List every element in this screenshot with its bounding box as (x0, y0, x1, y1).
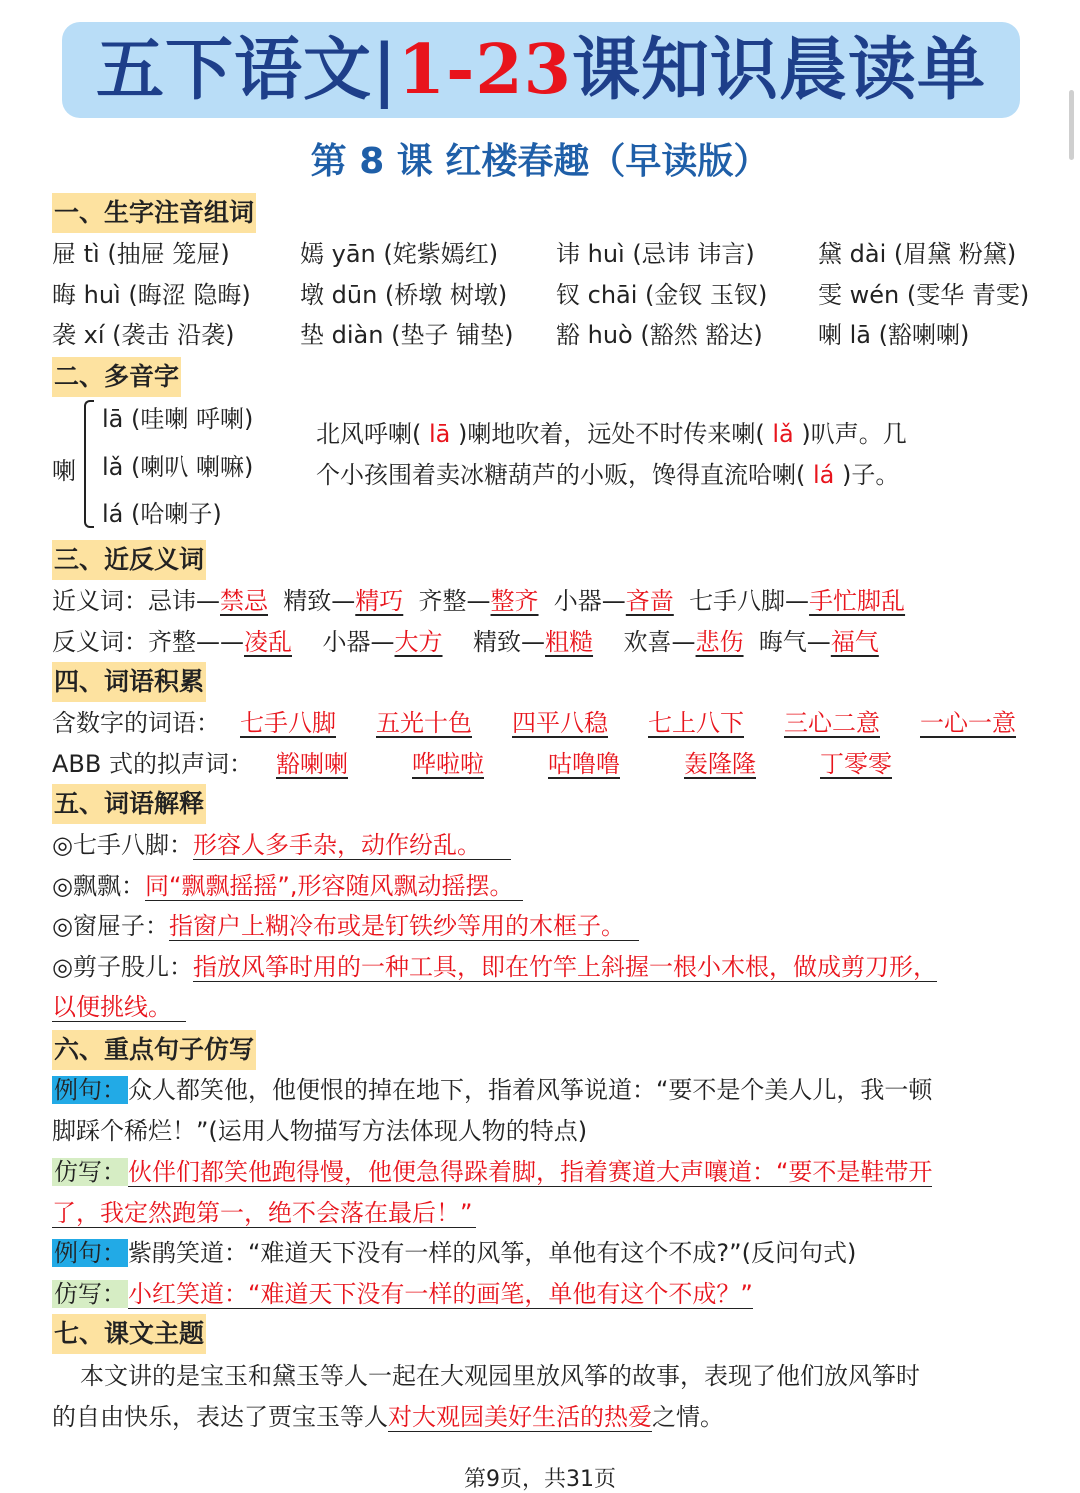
theme-text-continued: 的自由快乐，表达了贾宝玉等人对大观园美好生活的热爱之情。 (52, 1403, 724, 1431)
title-separator: | (372, 30, 398, 110)
example-tag: 例句： (54, 1239, 126, 1267)
explain-item-continued: 以便挑线。 (52, 990, 186, 1024)
char-item: 墩 dūn (桥墩 树墩) (300, 281, 508, 309)
word-item: 七上八下 (648, 709, 744, 737)
imitation-sentence-1-continued: 了，我定然跑第一，绝不会落在最后！” (52, 1196, 476, 1230)
word-item: 丁零零 (820, 750, 892, 778)
char-item: 垫 diàn (垫子 铺垫) (300, 321, 514, 349)
imitation-sentence-1: 仿写：伙伴们都笑他跑得慢，他便急得跺着脚，指着赛道大声嚷道：“要不是鞋带开 (54, 1158, 933, 1186)
poly-sentence-1: 北风呼喇( lā )喇地吹着，远处不时传来喇( lǎ )叭声。几 (316, 420, 907, 448)
char-item: 喇 lā (豁喇喇) (818, 321, 970, 349)
word-item: 五光十色 (376, 709, 472, 737)
poly-reading: lā (哇喇 呼喇) (102, 405, 254, 433)
title-part-2: 1-23 (397, 30, 572, 110)
explain-item: ◎窗屉子：指窗户上糊冷布或是钉铁纱等用的木框子。 (52, 909, 639, 943)
poly-char: 喇 (52, 457, 76, 485)
word-item: 轰隆隆 (684, 750, 756, 778)
section-heading-7: 七、课文主题 (52, 1314, 206, 1354)
char-item: 黛 dài (眉黛 粉黛) (818, 240, 1017, 268)
page-number: 第9页，共31页 (464, 1467, 616, 1492)
theme-text: 本文讲的是宝玉和黛玉等人一起在大观园里放风筝的故事，表现了他们放风筝时 (80, 1362, 920, 1390)
explain-item: ◎飘飘：同“飘飘摇摇”,形容随风飘动摇摆。 (52, 869, 523, 903)
example-sentence-1: 例句：众人都笑他，他便恨的掉在地下，指着风筝说道：“要不是个美人儿，我一顿 (54, 1076, 933, 1104)
section-heading-1: 一、生字注音组词 (52, 193, 256, 233)
imitation-tag: 仿写： (54, 1280, 126, 1308)
imitation-sentence-2: 仿写：小红笑道：“难道天下没有一样的画笔，单他有这个不成？” (54, 1280, 753, 1308)
imitation-tag: 仿写： (54, 1158, 126, 1186)
char-item: 讳 huì (忌讳 讳言) (556, 240, 755, 268)
char-item: 豁 huò (豁然 豁达) (556, 321, 763, 349)
char-item: 钗 chāi (金钗 玉钗) (556, 281, 768, 309)
word-item: 三心二意 (784, 709, 880, 737)
explain-item: ◎七手八脚：形容人多手杂，动作纷乱。 (52, 828, 511, 862)
title-part-3: 课知识晨读单 (571, 30, 986, 110)
example-sentence-2: 例句：紫鹃笑道：“难道天下没有一样的风筝，单他有这个不成?”(反问句式) (54, 1239, 857, 1267)
example-tag: 例句： (54, 1076, 126, 1104)
word-item: 哗啦啦 (412, 750, 484, 778)
word-item: 一心一意 (920, 709, 1016, 737)
brace-icon (84, 400, 94, 528)
section-heading-6: 六、重点句子仿写 (52, 1030, 256, 1070)
char-item: 屉 tì (抽屉 笼屉) (52, 240, 230, 268)
explain-item: ◎剪子股儿：指放风筝时用的一种工具，即在竹竿上斜握一根小木根，做成剪刀形， (52, 953, 937, 981)
section-heading-3: 三、近反义词 (52, 540, 206, 580)
number-words-label: 含数字的词语： (52, 709, 220, 737)
poly-sentence-2: 个小孩围着卖冰糖葫芦的小贩，馋得直流哈喇( lá )子。 (316, 461, 900, 489)
section-heading-2: 二、多音字 (52, 357, 181, 397)
section-heading-5: 五、词语解释 (52, 784, 206, 824)
char-item: 嫣 yān (姹紫嫣红) (300, 240, 499, 268)
char-item: 雯 wén (雯华 青雯) (818, 281, 1030, 309)
abb-words-label: ABB 式的拟声词： (52, 750, 253, 778)
antonym-row: 反义词：齐整——凌乱 小器—大方 精致—粗糙 欢喜—悲伤 晦气—福气 (52, 628, 879, 656)
lesson-subtitle: 第 8 课 红楼春趣（早读版） (310, 141, 770, 182)
word-item: 豁喇喇 (276, 750, 348, 778)
synonym-row: 近义词：忌讳—禁忌 精致—精巧 齐整—整齐 小器—吝啬 七手八脚—手忙脚乱 (52, 587, 906, 615)
title-part-1: 五下语文 (96, 30, 373, 110)
word-item: 七手八脚 (240, 709, 336, 737)
example-sentence-1-continued: 脚踩个稀烂！”(运用人物描写方法体现人物的特点) (52, 1117, 588, 1145)
poly-reading: lá (哈喇子) (102, 500, 222, 528)
char-item: 晦 huì (晦涩 隐晦) (52, 281, 251, 309)
poly-reading: lǎ (喇叭 喇嘛) (102, 453, 254, 481)
char-item: 袭 xí (袭击 沿袭) (52, 321, 235, 349)
word-item: 四平八稳 (512, 709, 608, 737)
section-heading-4: 四、词语积累 (52, 662, 206, 702)
title-banner (62, 22, 1020, 118)
word-item: 咕噜噜 (548, 750, 620, 778)
